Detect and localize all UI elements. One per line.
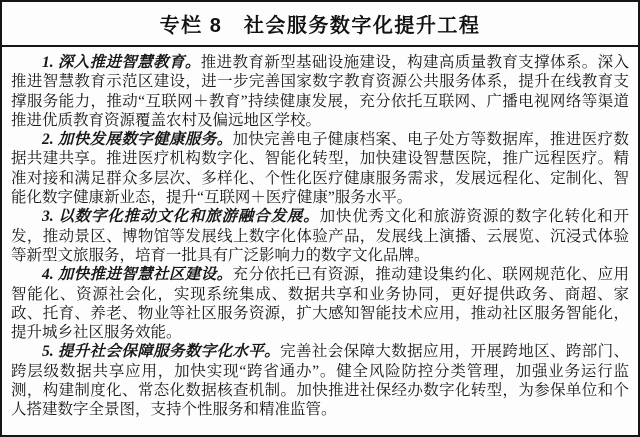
paragraph-text: 充分依托已有资源，推动建设集约化、联网规范化、应用智能化、资源社会化，实现系统集成、数据共享和业务协同，更好提供政务、商超、家政、托育、养老、物业等社区服务资源，扩大感知智能技术应用，推动社区服务智能化，提升城乡社区服务效能。: [11, 266, 629, 342]
paragraph-lead: 2. 加快发展数字健康服务。: [42, 131, 233, 149]
paragraph-lead: 1. 深入推进智慧教育。: [42, 54, 201, 71]
paragraph-lead: 4. 加快推进智慧社区建设。: [42, 266, 233, 284]
paragraph-text: 完善社会保障大数据应用，开展跨地区、跨部门、跨层级数据共享应用，加快实现“跨省通办”。健全风险防控分类管理，加强业务运行监测，构建制度化、常态化数据核查机制。加快推进社保经办数字化转型，为参保单位和个人搭建数字全景图，支持个性服务和精准监管。: [11, 343, 629, 419]
paragraph: [11, 342, 629, 419]
paragraph: [11, 53, 629, 130]
paragraph: [11, 207, 629, 265]
paragraph-lead: 5. 提升社会保障服务数字化水平。: [42, 343, 281, 361]
column-box-title: 专栏 8 社会服务数字化提升工程: [159, 15, 481, 37]
paragraph-text: 加快优秀文化和旅游资源的数字化转化和开发，推动景区、博物馆等发展线上数字化体验产品，发展线上演播、云展览、沉浸式体验等新型文旅服务，培育一批具有广泛影响力的数字文化品牌。: [11, 208, 629, 264]
column-box-body: [2, 47, 638, 435]
paragraph: [11, 130, 629, 207]
paragraph-text: 加快完善电子健康档案、电子处方等数据库，推进医疗数据共建共享。推进医疗机构数字化、智能化转型，加快建设智慧医院，推广远程医疗。精准对接和满足群众多层次、多样化、个性化医疗健康服务需求，发展远程化、定制化、智能化数字健康新业态，提升“互联网＋医疗健康”服务水平。: [11, 131, 629, 207]
paragraph: [11, 265, 629, 342]
column-box-header: [2, 2, 638, 47]
paragraph-text: 推进教育新型基础设施建设，构建高质量教育支撑体系。深入推进智慧教育示范区建设，进一步完善国家数字教育资源公共服务体系，提升在线教育支撑服务能力，推动“互联网＋教育”持续健康发展，充分依托互联网、广播电视网络等渠道推进优质教育资源覆盖农村及偏远地区学校。: [11, 54, 629, 129]
paragraph-lead: 3. 以数字化推动文化和旅游融合发展。: [42, 208, 320, 226]
